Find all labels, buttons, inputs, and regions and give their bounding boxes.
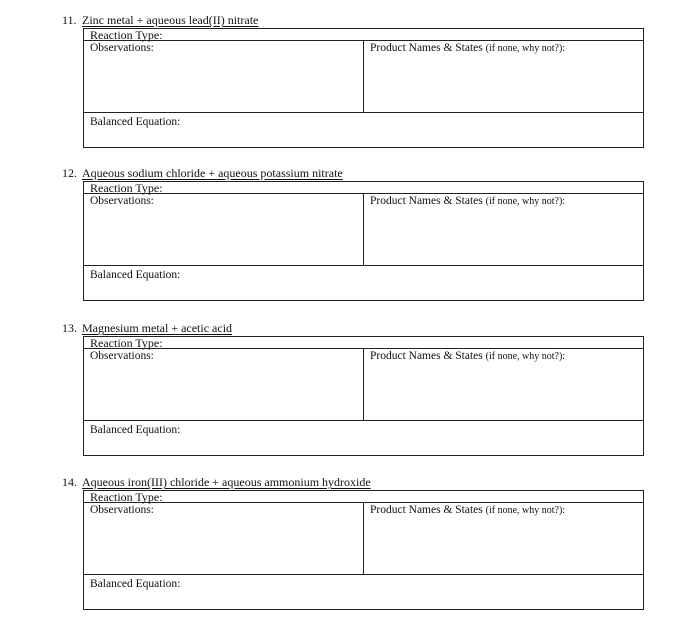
product-names-field[interactable] (363, 40, 643, 113)
observations-field[interactable] (84, 348, 364, 421)
question-text: Zinc metal + aqueous lead(II) nitrate (82, 13, 259, 27)
reaction-type-label: Reaction Type: (90, 181, 163, 195)
product-names-note: (if none, why not?): (485, 505, 566, 516)
product-names-note: (if none, why not?): (485, 43, 566, 54)
product-names-label: Product Names & States (370, 42, 483, 54)
reaction-type-label: Reaction Type: (90, 490, 163, 504)
question-title (62, 13, 258, 27)
observations-label: Observations: (90, 195, 154, 207)
balanced-equation-field[interactable] (84, 575, 643, 609)
answer-table (83, 336, 644, 456)
reaction-type-label: Reaction Type: (90, 336, 163, 350)
product-names-label: Product Names & States (370, 504, 483, 516)
balanced-equation-label: Balanced Equation: (90, 269, 181, 281)
observations-field[interactable] (84, 193, 364, 266)
question-text: Aqueous sodium chloride + aqueous potassium nitrate (82, 166, 343, 180)
question-number: 13. (62, 321, 77, 335)
balanced-equation-label: Balanced Equation: (90, 424, 181, 436)
observations-field[interactable] (84, 40, 364, 113)
product-names-label: Product Names & States (370, 350, 483, 362)
question-title (62, 166, 343, 180)
observations-label: Observations: (90, 504, 154, 516)
question-number: 14. (62, 475, 77, 489)
question-title (62, 475, 371, 489)
balanced-equation-label: Balanced Equation: (90, 578, 181, 590)
answer-table (83, 181, 644, 301)
product-names-note: (if none, why not?): (485, 196, 566, 207)
product-names-note: (if none, why not?): (485, 351, 566, 362)
observations-label: Observations: (90, 350, 154, 362)
product-names-label: Product Names & States (370, 195, 483, 207)
balanced-equation-field[interactable] (84, 266, 643, 300)
product-names-field[interactable] (363, 193, 643, 266)
question-number: 11. (62, 13, 77, 27)
balanced-equation-field[interactable] (84, 421, 643, 455)
answer-table (83, 28, 644, 148)
balanced-equation-label: Balanced Equation: (90, 116, 181, 128)
observations-field[interactable] (84, 502, 364, 575)
answer-table (83, 490, 644, 610)
question-text: Aqueous iron(III) chloride + aqueous ammonium hydroxide (82, 475, 371, 489)
reaction-type-label: Reaction Type: (90, 28, 163, 42)
product-names-field[interactable] (363, 348, 643, 421)
question-text: Magnesium metal + acetic acid (82, 321, 233, 335)
question-title (62, 321, 232, 335)
product-names-field[interactable] (363, 502, 643, 575)
question-number: 12. (62, 166, 77, 180)
balanced-equation-field[interactable] (84, 113, 643, 147)
observations-label: Observations: (90, 42, 154, 54)
